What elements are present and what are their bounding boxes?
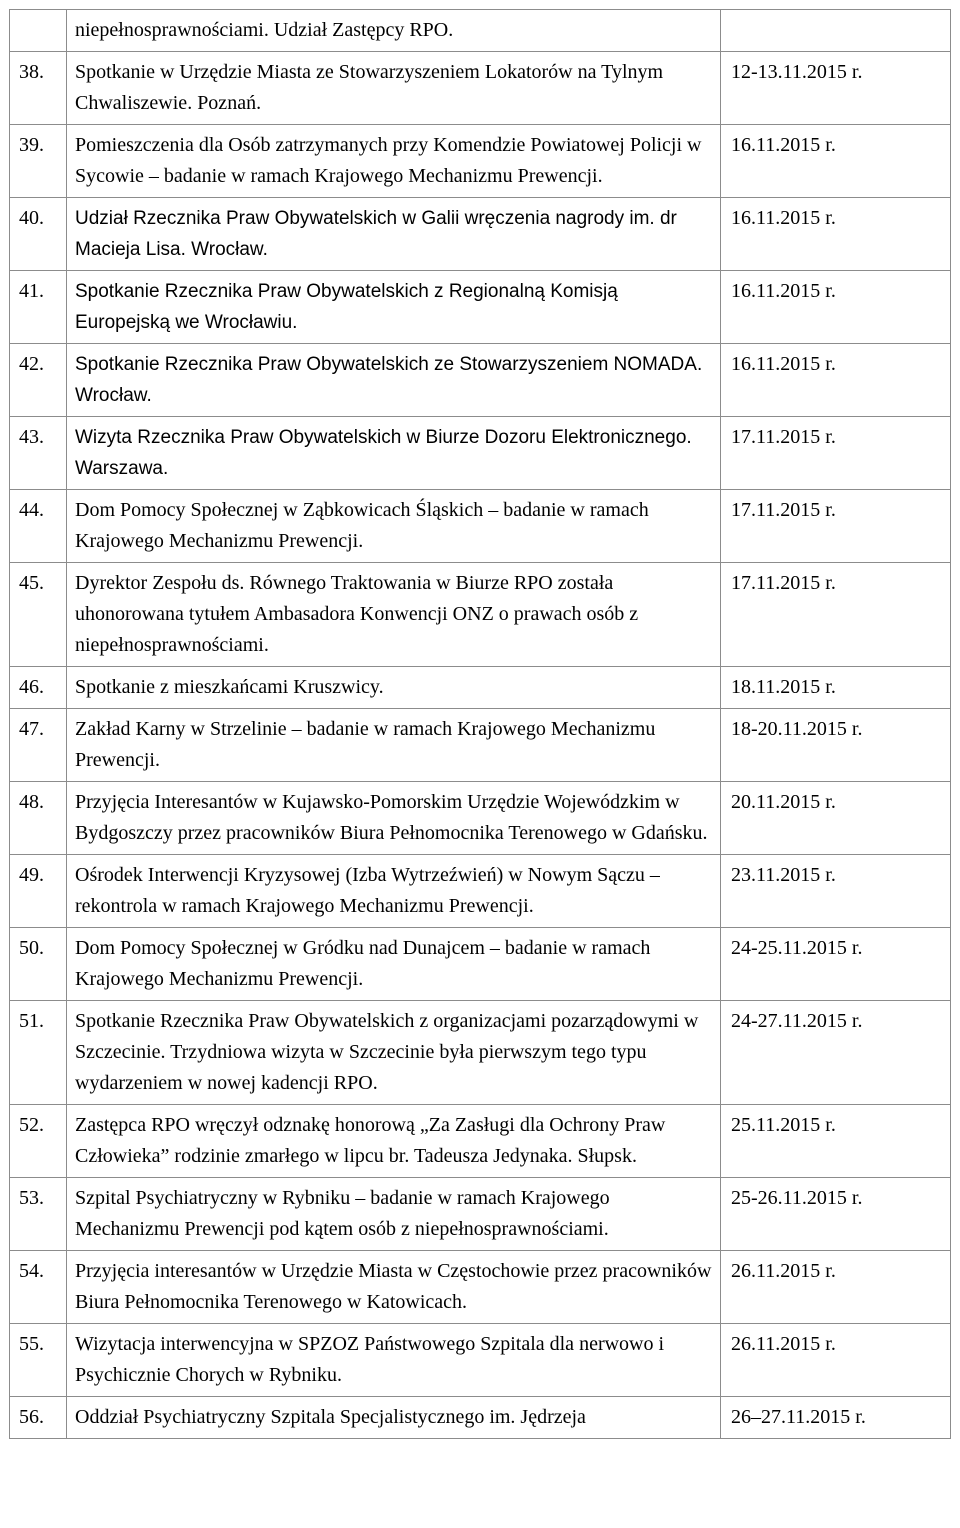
- row-number: 56.: [10, 1397, 67, 1439]
- event-date: 16.11.2015 r.: [721, 198, 951, 271]
- event-date: 20.11.2015 r.: [721, 782, 951, 855]
- event-date: 12-13.11.2015 r.: [721, 52, 951, 125]
- row-number: 41.: [10, 271, 67, 344]
- event-date: 24-27.11.2015 r.: [721, 1001, 951, 1105]
- table-row: [10, 52, 951, 125]
- table-row: [10, 344, 951, 417]
- event-description: Ośrodek Interwencji Kryzysowej (Izba Wytrzeźwień) w Nowym Sączu – rekontrola w ramach Krajowego Mechanizmu Prewencji.: [67, 855, 721, 928]
- event-description: Przyjęcia Interesantów w Kujawsko-Pomorskim Urzędzie Wojewódzkim w Bydgoszczy przez pracowników Biura Pełnomocnika Terenowego w Gdańsku.: [67, 782, 721, 855]
- event-description: Oddział Psychiatryczny Szpitala Specjalistycznego im. Jędrzeja: [67, 1397, 721, 1439]
- row-number: 55.: [10, 1324, 67, 1397]
- event-description: Zastępca RPO wręczył odznakę honorową „Za Zasługi dla Ochrony Praw Człowieka” rodzinie zmarłego w lipcu br. Tadeusza Jedynaka. Słupsk.: [67, 1105, 721, 1178]
- row-number: [10, 10, 67, 52]
- row-number: 53.: [10, 1178, 67, 1251]
- table-row: [10, 198, 951, 271]
- table-row: [10, 855, 951, 928]
- event-date: 16.11.2015 r.: [721, 344, 951, 417]
- table-row: [10, 490, 951, 563]
- row-number: 44.: [10, 490, 67, 563]
- table-row: [10, 125, 951, 198]
- row-number: 42.: [10, 344, 67, 417]
- row-number: 47.: [10, 709, 67, 782]
- row-number: 51.: [10, 1001, 67, 1105]
- table-row: [10, 417, 951, 490]
- table-row: [10, 1251, 951, 1324]
- event-date: 25.11.2015 r.: [721, 1105, 951, 1178]
- table-row: [10, 1105, 951, 1178]
- table-row: [10, 667, 951, 709]
- table-row: [10, 709, 951, 782]
- row-number: 38.: [10, 52, 67, 125]
- table-row: [10, 1397, 951, 1439]
- row-number: 54.: [10, 1251, 67, 1324]
- event-date: 23.11.2015 r.: [721, 855, 951, 928]
- event-description: Zakład Karny w Strzelinie – badanie w ramach Krajowego Mechanizmu Prewencji.: [67, 709, 721, 782]
- row-number: 52.: [10, 1105, 67, 1178]
- event-description: Pomieszczenia dla Osób zatrzymanych przy Komendzie Powiatowej Policji w Sycowie – badanie w ramach Krajowego Mechanizmu Prewencji.: [67, 125, 721, 198]
- row-number: 46.: [10, 667, 67, 709]
- row-number: 49.: [10, 855, 67, 928]
- table-row: [10, 928, 951, 1001]
- event-description: Dyrektor Zespołu ds. Równego Traktowania w Biurze RPO została uhonorowana tytułem Ambasadora Konwencji ONZ o prawach osób z niepełnosprawnościami.: [67, 563, 721, 667]
- event-date: 25-26.11.2015 r.: [721, 1178, 951, 1251]
- event-description: Spotkanie Rzecznika Praw Obywatelskich z organizacjami pozarządowymi w Szczecinie. Trzydniowa wizyta w Szczecinie była pierwszym tego typu wydarzeniem w nowej kadencji RPO.: [67, 1001, 721, 1105]
- event-date: [721, 10, 951, 52]
- event-date: 26.11.2015 r.: [721, 1251, 951, 1324]
- event-date: 17.11.2015 r.: [721, 563, 951, 667]
- row-number: 45.: [10, 563, 67, 667]
- event-description: Szpital Psychiatryczny w Rybniku – badanie w ramach Krajowego Mechanizmu Prewencji pod kątem osób z niepełnosprawnościami.: [67, 1178, 721, 1251]
- table-row: [10, 1178, 951, 1251]
- event-date: 17.11.2015 r.: [721, 490, 951, 563]
- event-date: 17.11.2015 r.: [721, 417, 951, 490]
- event-description: Spotkanie Rzecznika Praw Obywatelskich z Regionalną Komisją Europejską we Wrocławiu.: [67, 271, 721, 344]
- events-table-body: [10, 10, 951, 1439]
- event-description: Wizytacja interwencyjna w SPZOZ Państwowego Szpitala dla nerwowo i Psychicznie Chorych w Rybniku.: [67, 1324, 721, 1397]
- event-description: Spotkanie Rzecznika Praw Obywatelskich ze Stowarzyszeniem NOMADA. Wrocław.: [67, 344, 721, 417]
- row-number: 43.: [10, 417, 67, 490]
- event-description: Spotkanie w Urzędzie Miasta ze Stowarzyszeniem Lokatorów na Tylnym Chwaliszewie. Poznań.: [67, 52, 721, 125]
- table-row: [10, 271, 951, 344]
- row-number: 40.: [10, 198, 67, 271]
- row-number: 39.: [10, 125, 67, 198]
- events-table: [9, 9, 951, 1439]
- event-description: Wizyta Rzecznika Praw Obywatelskich w Biurze Dozoru Elektronicznego. Warszawa.: [67, 417, 721, 490]
- event-description: Dom Pomocy Społecznej w Gródku nad Dunajcem – badanie w ramach Krajowego Mechanizmu Prewencji.: [67, 928, 721, 1001]
- event-description: Przyjęcia interesantów w Urzędzie Miasta w Częstochowie przez pracowników Biura Pełnomocnika Terenowego w Katowicach.: [67, 1251, 721, 1324]
- event-date: 26–27.11.2015 r.: [721, 1397, 951, 1439]
- event-date: 18.11.2015 r.: [721, 667, 951, 709]
- event-description: Dom Pomocy Społecznej w Ząbkowicach Śląskich – badanie w ramach Krajowego Mechanizmu Prewencji.: [67, 490, 721, 563]
- table-row: [10, 563, 951, 667]
- event-description: Udział Rzecznika Praw Obywatelskich w Galii wręczenia nagrody im. dr Macieja Lisa. Wrocław.: [67, 198, 721, 271]
- table-row: [10, 1324, 951, 1397]
- event-date: 26.11.2015 r.: [721, 1324, 951, 1397]
- row-number: 50.: [10, 928, 67, 1001]
- event-date: 18-20.11.2015 r.: [721, 709, 951, 782]
- event-description: niepełnosprawnościami. Udział Zastępcy RPO.: [67, 10, 721, 52]
- event-description: Spotkanie z mieszkańcami Kruszwicy.: [67, 667, 721, 709]
- event-date: 24-25.11.2015 r.: [721, 928, 951, 1001]
- table-row: [10, 10, 951, 52]
- event-date: 16.11.2015 r.: [721, 125, 951, 198]
- row-number: 48.: [10, 782, 67, 855]
- table-row: [10, 1001, 951, 1105]
- table-row: [10, 782, 951, 855]
- event-date: 16.11.2015 r.: [721, 271, 951, 344]
